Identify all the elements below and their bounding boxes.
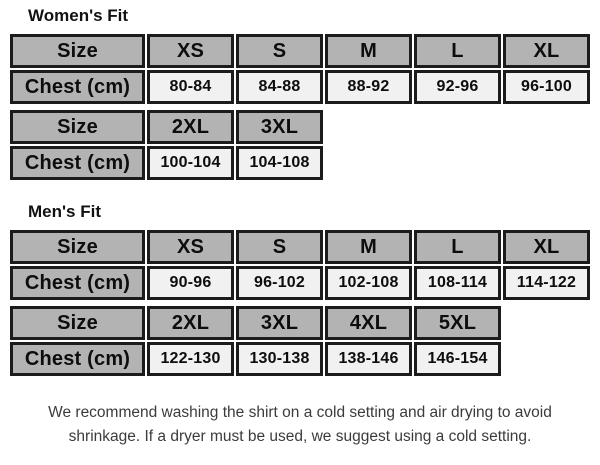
chest-range-cell: 92-96 (414, 70, 501, 104)
size-option-cell: 2XL (147, 110, 234, 144)
chest-range-cell: 100-104 (147, 146, 234, 180)
size-row-label: Size (10, 230, 145, 264)
chest-range-cell: 114-122 (503, 266, 590, 300)
chest-range-cell: 80-84 (147, 70, 234, 104)
chest-range-cell: 122-130 (147, 342, 234, 376)
care-instructions-note (8, 401, 592, 449)
chest-range-cell: 96-100 (503, 70, 590, 104)
size-option-cell: 2XL (147, 306, 234, 340)
mens-fit-title: Men's Fit (28, 202, 101, 221)
chest-range-cell: 84-88 (236, 70, 323, 104)
size-row-label: Size (10, 34, 145, 68)
chest-row-label: Chest (cm) (10, 266, 145, 300)
size-option-cell: M (325, 230, 412, 264)
care-note-line-2: shrinkage. If a dryer must be used, we suggest using a cold setting. (68, 428, 532, 445)
size-option-cell: M (325, 34, 412, 68)
size-option-cell: L (414, 230, 501, 264)
size-option-cell: S (236, 230, 323, 264)
size-option-cell: L (414, 34, 501, 68)
size-option-cell: XL (503, 34, 590, 68)
size-option-cell: 3XL (236, 306, 323, 340)
chest-range-cell: 130-138 (236, 342, 323, 376)
size-row-label: Size (10, 306, 145, 340)
size-option-cell: 5XL (414, 306, 501, 340)
womens-extended-sizes-table (8, 108, 325, 182)
mens-standard-sizes-table (8, 228, 592, 302)
chest-row-label: Chest (cm) (10, 70, 145, 104)
mens-extended-sizes-table (8, 304, 503, 378)
size-option-cell: XS (147, 230, 234, 264)
chest-row (10, 266, 590, 300)
chest-range-cell: 138-146 (325, 342, 412, 376)
chest-range-cell: 146-154 (414, 342, 501, 376)
size-row (10, 230, 590, 264)
chest-row-label: Chest (cm) (10, 146, 145, 180)
size-option-cell: 4XL (325, 306, 412, 340)
chest-range-cell: 96-102 (236, 266, 323, 300)
size-option-cell: S (236, 34, 323, 68)
chest-range-cell: 102-108 (325, 266, 412, 300)
size-row-label: Size (10, 110, 145, 144)
chest-row (10, 146, 323, 180)
chest-range-cell: 88-92 (325, 70, 412, 104)
womens-standard-sizes-table (8, 32, 592, 106)
chest-row (10, 342, 501, 376)
size-option-cell: XS (147, 34, 234, 68)
chest-row (10, 70, 590, 104)
care-note-line-1: We recommend washing the shirt on a cold setting and air drying to avoid (48, 404, 552, 421)
size-row (10, 306, 501, 340)
size-row (10, 110, 323, 144)
chest-row-label: Chest (cm) (10, 342, 145, 376)
womens-fit-title: Women's Fit (28, 6, 129, 25)
chest-range-cell: 108-114 (414, 266, 501, 300)
size-row (10, 34, 590, 68)
size-option-cell: 3XL (236, 110, 323, 144)
chest-range-cell: 104-108 (236, 146, 323, 180)
size-option-cell: XL (503, 230, 590, 264)
chest-range-cell: 90-96 (147, 266, 234, 300)
